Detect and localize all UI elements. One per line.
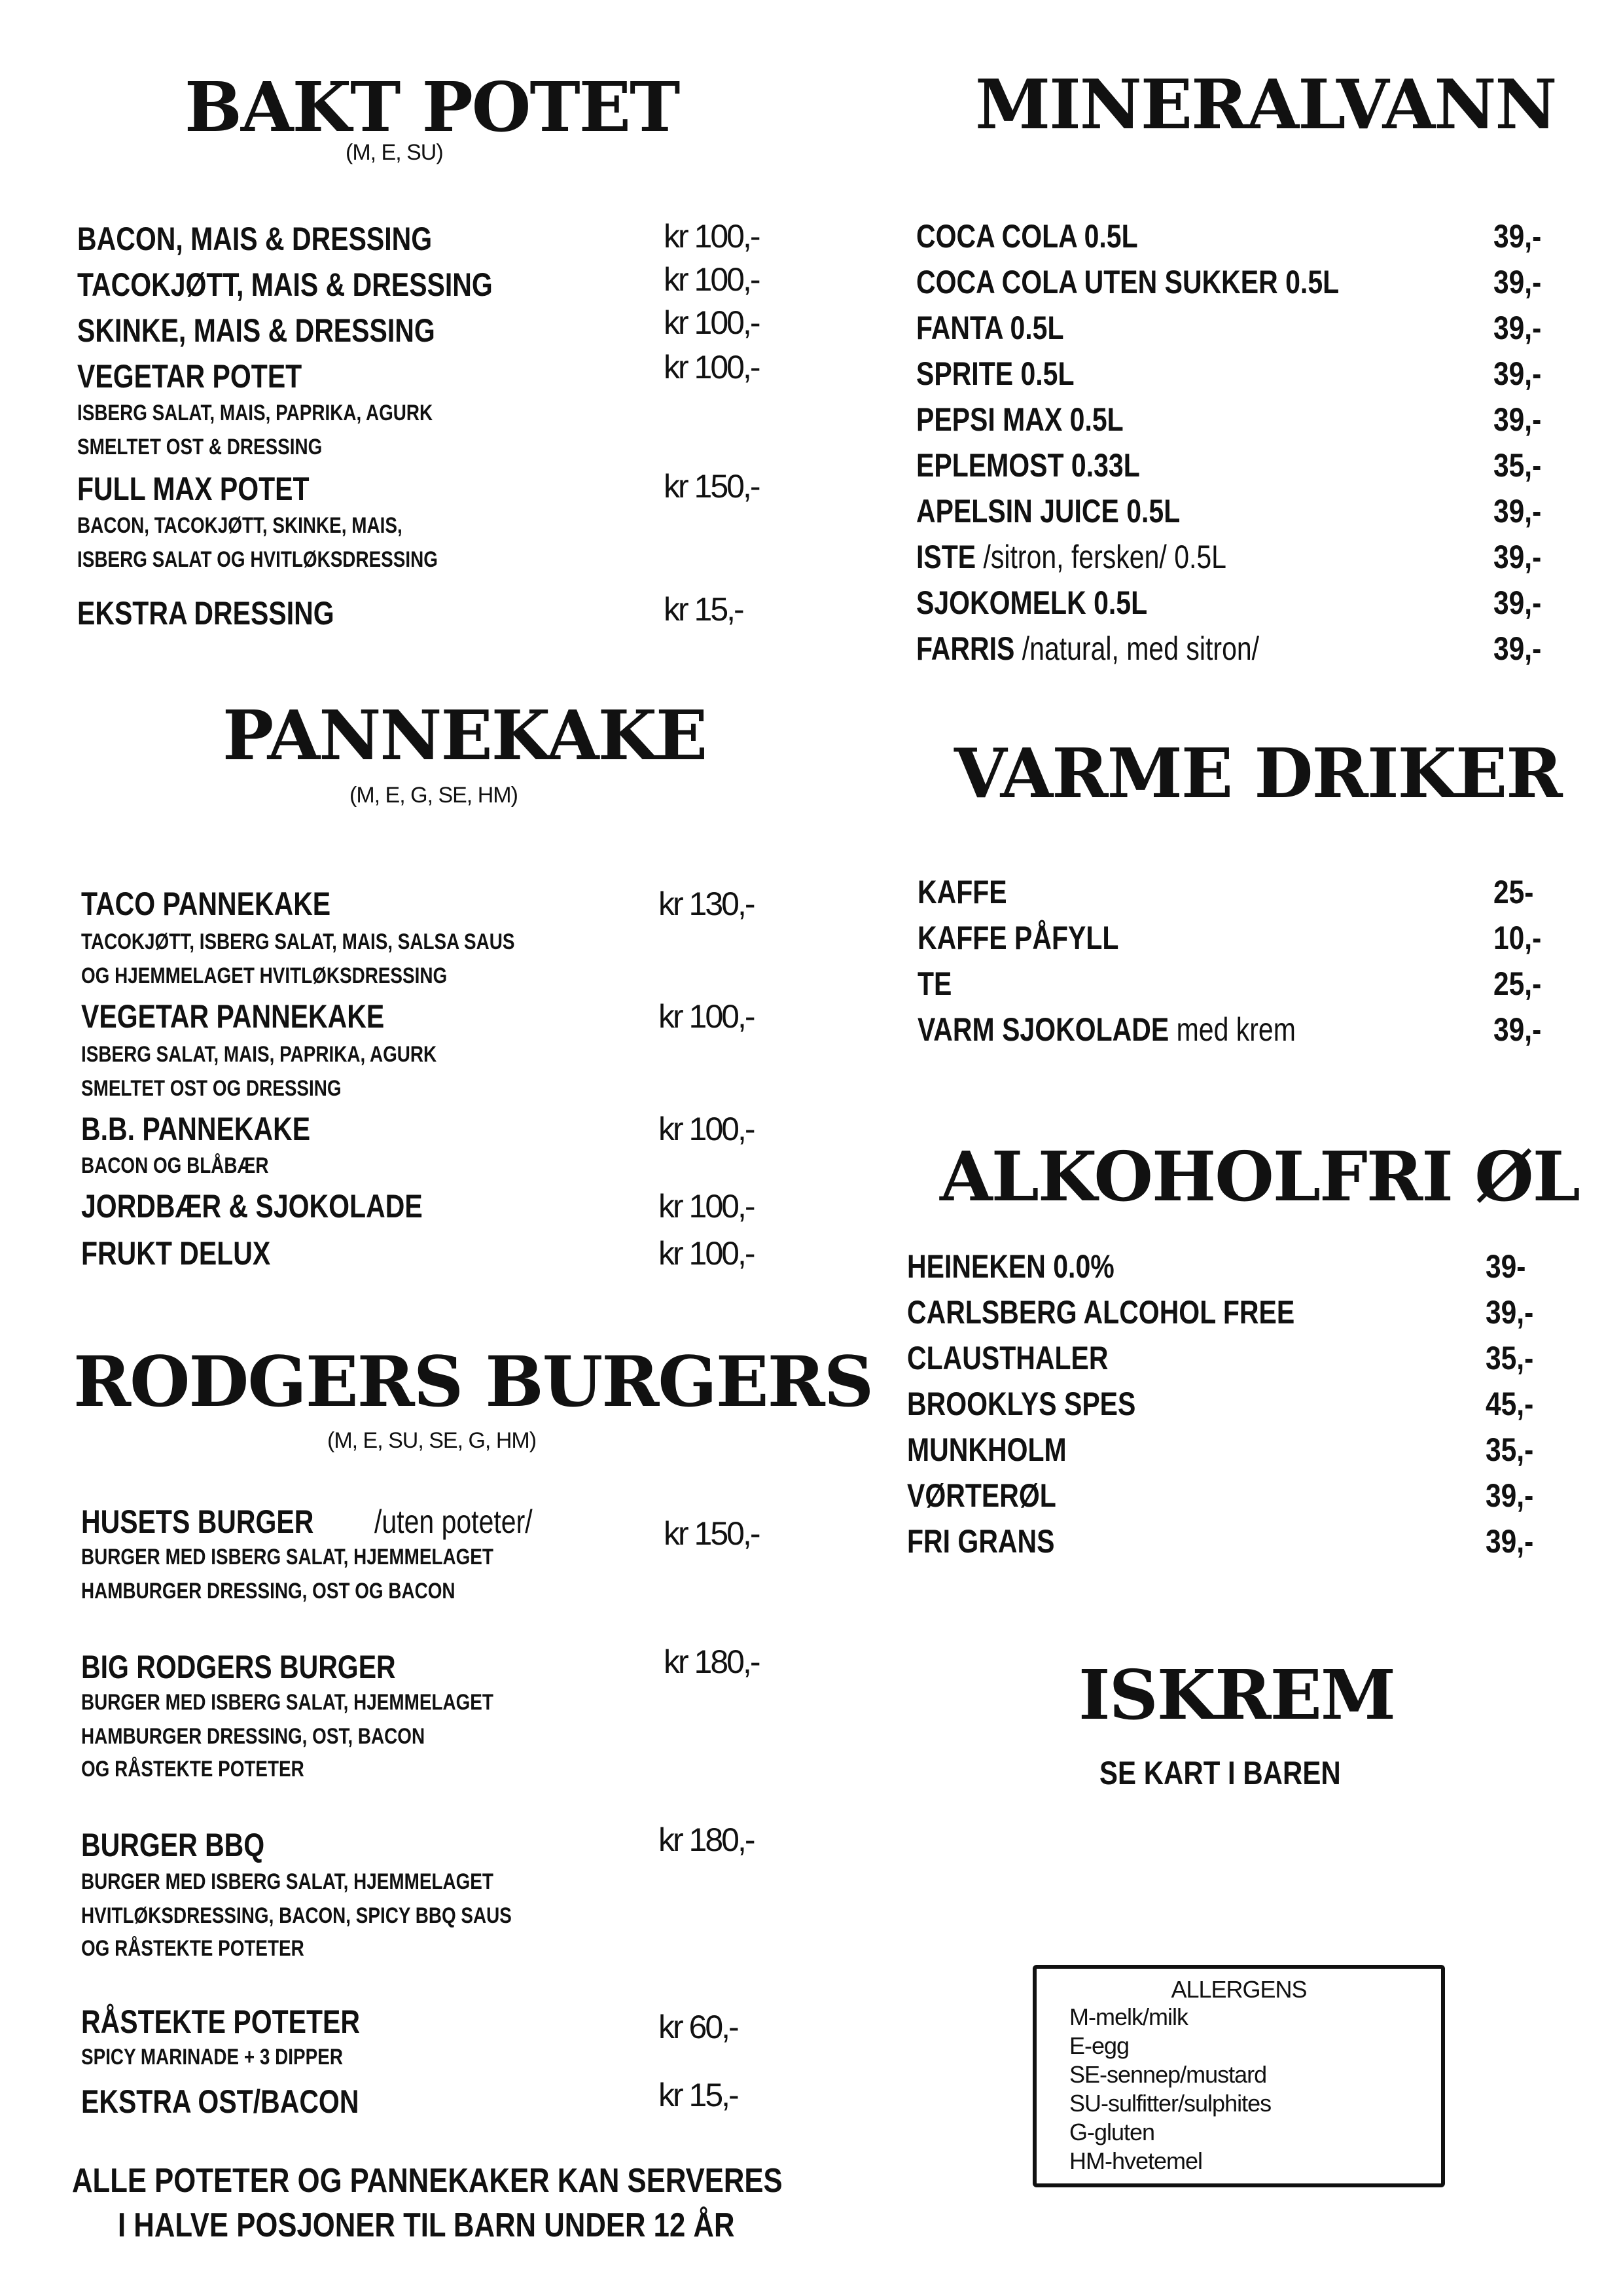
drink-item-name: BROOKLYS SPES: [907, 1386, 1136, 1422]
menu-item-name: FRUKT DELUX: [81, 1235, 271, 1272]
alkoholfri-title: ALKOHOLFRI ØL: [940, 1136, 1579, 1217]
drink-item-name: EPLEMOST 0.33L: [916, 447, 1140, 484]
drink-item-price: 35,-: [1493, 447, 1542, 484]
burgers-title: RODGERS BURGERS: [73, 1340, 873, 1422]
drink-item-name: FANTA 0.5L: [916, 310, 1064, 346]
mineralvann-title: MINERALVANN: [975, 64, 1556, 145]
menu-item-desc: BURGER MED ISBERG SALAT, HJEMMELAGET: [81, 1690, 493, 1715]
drink-item-price: 39,-: [1493, 539, 1542, 575]
pannekake-allergens: (M, E, G, SE, HM): [349, 783, 518, 808]
allergen-legend-title: ALLERGENS: [1171, 1976, 1307, 2003]
menu-item-desc: ISBERG SALAT, MAIS, PAPRIKA, AGURK: [77, 401, 433, 425]
menu-item-price: kr 100,-: [664, 261, 759, 298]
pannekake-title: PANNEKAKE: [223, 695, 707, 776]
drink-item-price: 35,-: [1486, 1340, 1534, 1376]
menu-item-desc: BURGER MED ISBERG SALAT, HJEMMELAGET: [81, 1869, 493, 1894]
allergen-item: G-gluten: [1069, 2119, 1155, 2145]
drink-item-name: VARM SJOKOLADE med krem: [918, 1011, 1296, 1048]
drink-item-price: 25,-: [1493, 965, 1542, 1002]
menu-item-desc: SMELTET OST & DRESSING: [77, 435, 323, 459]
drink-item-name: MUNKHOLM: [907, 1431, 1067, 1468]
menu-item-desc: ISBERG SALAT, MAIS, PAPRIKA, AGURK: [81, 1042, 437, 1067]
drink-item-price: 39,-: [1486, 1523, 1534, 1560]
menu-item-name: BIG RODGERS BURGER: [81, 1649, 396, 1685]
menu-item-desc: BACON, TACOKJØTT, SKINKE, MAIS,: [77, 513, 402, 538]
burgers-allergens: (M, E, SU, SE, G, HM): [327, 1428, 537, 1453]
menu-item-desc: BACON OG BLÅBÆR: [81, 1153, 269, 1178]
bakt-potet-allergens: (M, E, SU): [346, 140, 443, 165]
drink-item-price: 25-: [1493, 874, 1534, 910]
drink-item-name: SPRITE 0.5L: [916, 355, 1075, 392]
drink-item-name: KAFFE: [918, 874, 1007, 910]
menu-item-name: TACO PANNEKAKE: [81, 886, 331, 922]
drink-item-price: 39,-: [1493, 630, 1542, 667]
drink-item-price: 39,-: [1493, 310, 1542, 346]
menu-item-name: RÅSTEKTE POTETER: [81, 2003, 360, 2040]
drink-item-name: VØRTERØL: [907, 1477, 1056, 1514]
menu-item-price: kr 180,-: [658, 1821, 754, 1858]
allergen-item: SE-sennep/mustard: [1069, 2061, 1267, 2088]
iskrem-title: ISKREM: [1079, 1655, 1395, 1735]
drink-item-name: ISTE /sitron, fersken/ 0.5L: [916, 539, 1226, 575]
menu-item-price: kr 60,-: [658, 2009, 738, 2045]
menu-item-price: kr 15,-: [664, 591, 743, 628]
menu-item-price: kr 180,-: [664, 1643, 759, 1680]
menu-item-desc: OG RÅSTEKTE POTETER: [81, 1936, 304, 1961]
drink-item-name: CLAUSTHALER: [907, 1340, 1109, 1376]
drink-item-price: 39,-: [1493, 401, 1542, 438]
menu-item-desc: HAMBURGER DRESSING, OST OG BACON: [81, 1579, 455, 1604]
drink-item-price: 39,-: [1493, 218, 1542, 255]
drink-item-price: 45,-: [1486, 1386, 1534, 1422]
drink-item-name: SJOKOMELK 0.5L: [916, 584, 1148, 621]
menu-item-price: kr 100,-: [664, 349, 759, 386]
menu-item-price: kr 130,-: [658, 886, 754, 922]
menu-item-price: kr 100,-: [658, 1111, 754, 1147]
menu-item-price: kr 100,-: [658, 1188, 754, 1225]
menu-item-price: kr 15,-: [658, 2077, 738, 2113]
bakt-potet-title: BAKT POTET: [185, 67, 679, 147]
drink-item-price: 39,-: [1493, 264, 1542, 300]
menu-item-desc: OG RÅSTEKTE POTETER: [81, 1757, 304, 1782]
drink-item-price: 39,-: [1493, 1011, 1542, 1048]
menu-item-name: FULL MAX POTET: [77, 471, 310, 507]
allergen-item: E-egg: [1069, 2032, 1130, 2059]
drink-item-name: COCA COLA 0.5L: [916, 218, 1138, 255]
menu-item-name: TACOKJØTT, MAIS & DRESSING: [77, 266, 493, 303]
menu-item-price: kr 100,-: [664, 218, 759, 255]
drink-item-name: HEINEKEN 0.0%: [907, 1248, 1115, 1285]
menu-item-desc: BURGER MED ISBERG SALAT, HJEMMELAGET: [81, 1545, 493, 1570]
allergen-item: SU-sulfitter/sulphites: [1069, 2090, 1272, 2117]
menu-item-name: HUSETS BURGER: [81, 1503, 314, 1540]
drink-item-price: 39,-: [1493, 493, 1542, 529]
drink-item-price: 39,-: [1493, 584, 1542, 621]
menu-item-name: BACON, MAIS & DRESSING: [77, 221, 433, 257]
allergen-legend: [1033, 1965, 1445, 2187]
drink-item-name: APELSIN JUICE 0.5L: [916, 493, 1181, 529]
menu-item-name: BURGER BBQ: [81, 1827, 265, 1863]
menu-item-note: /uten poteter/: [374, 1503, 533, 1540]
drink-item-name: TE: [918, 965, 952, 1002]
menu-item-name: VEGETAR POTET: [77, 358, 302, 395]
drink-item-price: 39,-: [1486, 1294, 1534, 1331]
menu-item-desc: TACOKJØTT, ISBERG SALAT, MAIS, SALSA SAUS: [81, 929, 515, 954]
menu-item-price: kr 100,-: [658, 998, 754, 1035]
drink-item-name: PEPSI MAX 0.5L: [916, 401, 1124, 438]
allergen-item: HM-hvetemel: [1069, 2147, 1203, 2174]
menu-item-name: B.B. PANNEKAKE: [81, 1111, 311, 1147]
menu-item-desc: SPICY MARINADE + 3 DIPPER: [81, 2045, 343, 2070]
menu-item-name: SKINKE, MAIS & DRESSING: [77, 312, 435, 349]
drink-item-name: FRI GRANS: [907, 1523, 1055, 1560]
allergen-item: M-melk/milk: [1069, 2003, 1188, 2030]
drink-item-name: FARRIS /natural, med sitron/: [916, 630, 1260, 667]
drink-item-name: CARLSBERG ALCOHOL FREE: [907, 1294, 1295, 1331]
menu-item-name: VEGETAR PANNEKAKE: [81, 998, 385, 1035]
menu-item-desc: OG HJEMMELAGET HVITLØKSDRESSING: [81, 963, 448, 988]
drink-item-price: 10,-: [1493, 920, 1542, 956]
menu-item-price: kr 100,-: [664, 304, 759, 341]
drink-item-price: 35,-: [1486, 1431, 1534, 1468]
drink-item-price: 39,-: [1493, 355, 1542, 392]
menu-item-price: kr 150,-: [664, 1515, 759, 1552]
menu-item-price: kr 150,-: [664, 468, 759, 505]
iskrem-subtitle: SE KART I BAREN: [1099, 1755, 1341, 1791]
menu-item-desc: SMELTET OST OG DRESSING: [81, 1076, 342, 1101]
menu-item-desc: HVITLØKSDRESSING, BACON, SPICY BBQ SAUS: [81, 1903, 512, 1928]
drink-item-name: KAFFE PÅFYLL: [918, 920, 1119, 956]
drink-item-name: COCA COLA UTEN SUKKER 0.5L: [916, 264, 1340, 300]
menu-item-price: kr 100,-: [658, 1235, 754, 1272]
menu-item-name: EKSTRA OST/BACON: [81, 2083, 359, 2120]
footer-line-2: I HALVE POSJONER TIL BARN UNDER 12 ÅR: [118, 2206, 735, 2244]
menu-item-desc: HAMBURGER DRESSING, OST, BACON: [81, 1724, 425, 1749]
varme-driker-title: VARME DRIKER: [954, 733, 1561, 814]
drink-item-price: 39,-: [1486, 1477, 1534, 1514]
menu-item-name: JORDBÆR & SJOKOLADE: [81, 1188, 423, 1225]
menu-item-name: EKSTRA DRESSING: [77, 595, 334, 632]
drink-item-price: 39-: [1486, 1248, 1526, 1285]
menu-item-desc: ISBERG SALAT OG HVITLØKSDRESSING: [77, 547, 438, 572]
footer-line-1: ALLE POTETER OG PANNEKAKER KAN SERVERES: [72, 2162, 783, 2200]
